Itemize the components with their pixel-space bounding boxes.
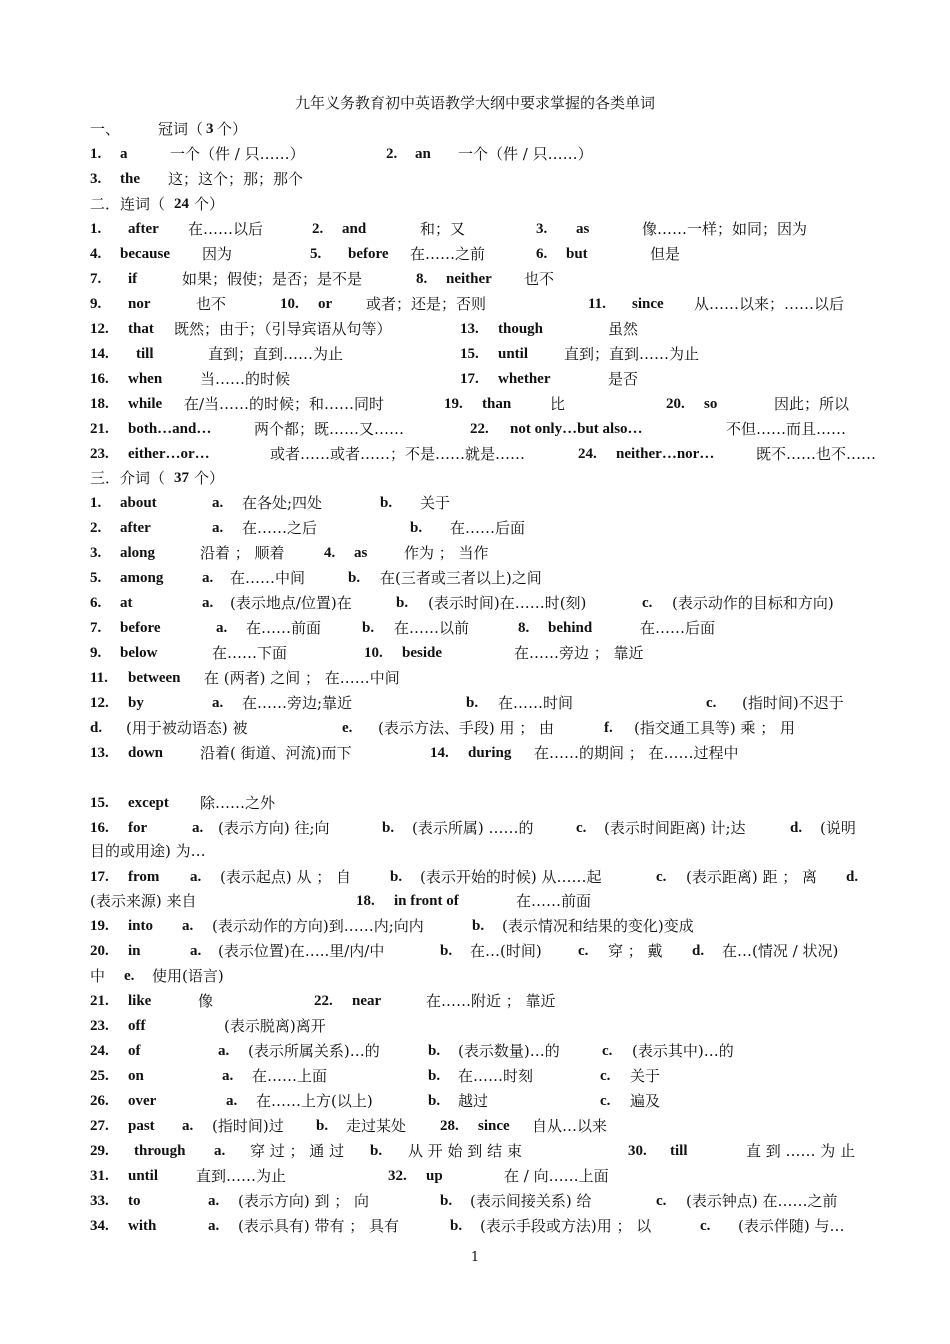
term-text: c. xyxy=(642,595,653,611)
term-text: c. xyxy=(656,1193,667,1209)
term-text: 21. xyxy=(90,993,109,1009)
definition-text: 在……附近 ； 靠近 xyxy=(426,992,556,1010)
term-text: than xyxy=(482,396,512,412)
definition-text: 也不 xyxy=(524,270,555,288)
term-text: for xyxy=(128,820,148,836)
definition-text: 在……时间 xyxy=(498,694,574,712)
term-text: in xyxy=(128,943,141,959)
definition-text: 在……后面 xyxy=(640,619,716,637)
term-text: 19. xyxy=(444,396,463,412)
definition-text: (表示脱离)离开 xyxy=(224,1017,326,1035)
term-text: a. xyxy=(182,1118,194,1134)
definition-text: 沿着( 街道、河流)而下 xyxy=(200,744,352,762)
definition-text: 作为 ； 当作 xyxy=(404,544,489,562)
term-text: as xyxy=(354,545,368,561)
definition-text: 冠词（ xyxy=(158,120,204,138)
term-text: 16. xyxy=(90,371,109,387)
term-text: 24. xyxy=(90,1043,109,1059)
term-text: before xyxy=(348,246,389,262)
definition-text: 当……的时候 xyxy=(200,370,291,388)
term-text: behind xyxy=(548,620,593,636)
definition-text: 在……时刻 xyxy=(458,1067,534,1085)
term-text: 6. xyxy=(90,595,102,611)
definition-text: (表示情况和结果的变化)变成 xyxy=(502,917,694,935)
term-text: as xyxy=(576,221,590,237)
term-text: since xyxy=(632,296,664,312)
definition-text: 一个（件 / 只……） xyxy=(170,145,305,163)
term-text: 3. xyxy=(90,545,102,561)
term-text: 3. xyxy=(536,221,548,237)
term-text: 7. xyxy=(90,620,102,636)
definition-text: 三．介词（ xyxy=(90,469,166,487)
term-text: a. xyxy=(190,943,202,959)
definition-text: 像 xyxy=(198,992,214,1010)
definition-text: 在……上方(以上) xyxy=(256,1092,373,1110)
term-text: 16. xyxy=(90,820,109,836)
definition-text: 不但……而且…… xyxy=(726,420,847,438)
definition-text: (说明 xyxy=(820,819,856,837)
term-text: 13. xyxy=(90,745,109,761)
term-text: 9. xyxy=(90,296,102,312)
definition-text: 也不 xyxy=(196,295,227,313)
term-text: 30. xyxy=(628,1143,647,1159)
term-text: 24. xyxy=(578,446,597,462)
term-text: 2. xyxy=(90,520,102,536)
definition-text: 在……前面 xyxy=(246,619,322,637)
definition-text: 在……后面 xyxy=(450,519,526,537)
definition-text: (用于被动语态) 被 xyxy=(126,719,248,737)
term-text: before xyxy=(120,620,161,636)
definition-text: 是否 xyxy=(608,370,639,388)
term-text: a. xyxy=(212,520,224,536)
term-text: e. xyxy=(342,720,353,736)
term-text: to xyxy=(128,1193,141,1209)
definition-text: (表示来源) 来自 xyxy=(90,892,197,910)
term-text: b. xyxy=(428,1043,441,1059)
term-text: c. xyxy=(602,1043,613,1059)
term-text: whether xyxy=(498,371,551,387)
definition-text: (表示所属关系)…的 xyxy=(248,1042,380,1060)
term-text: c. xyxy=(600,1093,611,1109)
page-title: 九年义务教育初中英语教学大纲中要求掌握的各类单词 xyxy=(294,94,655,112)
term-text: 22. xyxy=(470,421,489,437)
definition-text: (表示时间)在……时(刻) xyxy=(428,594,587,612)
definition-text: 越过 xyxy=(458,1092,489,1110)
definition-text: 和；又 xyxy=(420,220,466,238)
definition-text: (表示方向) 到 ； 向 xyxy=(238,1192,370,1210)
term-text: 24 xyxy=(174,196,189,212)
term-text: 29. xyxy=(90,1143,109,1159)
term-text: till xyxy=(136,346,154,362)
term-text: 14. xyxy=(430,745,449,761)
term-text: a. xyxy=(218,1043,230,1059)
definition-text: 或者……或者……；不是……就是…… xyxy=(270,445,526,463)
term-text: so xyxy=(704,396,718,412)
definition-text: 个） xyxy=(194,469,225,487)
term-text: b. xyxy=(428,1093,441,1109)
term-text: during xyxy=(468,745,512,761)
term-text: a. xyxy=(208,1193,220,1209)
term-text: beside xyxy=(402,645,443,661)
definition-text: 既不……也不…… xyxy=(756,445,877,463)
definition-text: (指时间)过 xyxy=(212,1117,284,1135)
term-text: 10. xyxy=(280,296,299,312)
term-text: 17. xyxy=(460,371,479,387)
definition-text: 在……以前 xyxy=(394,619,470,637)
term-text: b. xyxy=(450,1218,463,1234)
term-text: 14. xyxy=(90,346,109,362)
term-text: up xyxy=(426,1168,443,1184)
definition-text: 直到；直到……为止 xyxy=(564,345,700,363)
term-text: b. xyxy=(382,820,395,836)
term-text: b. xyxy=(472,918,485,934)
term-text: neither xyxy=(446,271,492,287)
term-text: and xyxy=(342,221,367,237)
term-text: b. xyxy=(316,1118,329,1134)
term-text: or xyxy=(318,296,333,312)
term-text: 23. xyxy=(90,446,109,462)
definition-text: 个） xyxy=(217,120,248,138)
definition-text: (表示方法、手段) 用 ； 由 xyxy=(378,719,555,737)
term-text: because xyxy=(120,246,170,262)
term-text: until xyxy=(498,346,529,362)
term-text: near xyxy=(352,993,382,1009)
term-text: b. xyxy=(370,1143,383,1159)
term-text: till xyxy=(670,1143,688,1159)
definition-text: 虽然 xyxy=(608,320,639,338)
definition-text: 穿 ； 戴 xyxy=(608,942,663,960)
term-text: a. xyxy=(208,1218,220,1234)
definition-text: 因此；所以 xyxy=(774,395,850,413)
definition-text: (指交通工具等) 乘 ； 用 xyxy=(634,719,796,737)
definition-text: (表示间接关系) 给 xyxy=(470,1192,592,1210)
page-number: 1 xyxy=(470,1250,480,1265)
term-text: a. xyxy=(182,918,194,934)
term-text: d. xyxy=(90,720,103,736)
definition-text: 在……上面 xyxy=(252,1067,328,1085)
term-text: between xyxy=(128,670,181,686)
definition-text: 除……之外 xyxy=(200,794,276,812)
definition-text: 在……之前 xyxy=(410,245,486,263)
definition-text: 在(三者或三者以上)之间 xyxy=(380,569,542,587)
definition-text: (表示动作的方向)到……内;向内 xyxy=(212,917,424,935)
term-text: an xyxy=(415,146,431,162)
term-text: a. xyxy=(202,570,214,586)
term-text: 26. xyxy=(90,1093,109,1109)
term-text: 4. xyxy=(324,545,336,561)
term-text: like xyxy=(128,993,152,1009)
term-text: 4. xyxy=(90,246,102,262)
term-text: 15. xyxy=(90,795,109,811)
term-text: with xyxy=(128,1218,157,1234)
definition-text: 在/当……的时候；和……同时 xyxy=(184,395,385,413)
term-text: on xyxy=(128,1068,144,1084)
definition-text: 目的或用途) 为… xyxy=(90,842,206,860)
definition-text: (表示地点/位置)在 xyxy=(230,594,352,612)
term-text: not only…but also… xyxy=(510,421,643,437)
term-text: since xyxy=(478,1118,510,1134)
definition-text: 在各处;四处 xyxy=(242,494,323,512)
term-text: but xyxy=(566,246,588,262)
term-text: 28. xyxy=(440,1118,459,1134)
term-text: a. xyxy=(190,869,202,885)
term-text: of xyxy=(128,1043,141,1059)
definition-text: (表示动作的目标和方向) xyxy=(672,594,834,612)
term-text: 32. xyxy=(388,1168,407,1184)
definition-text: (表示所属) ……的 xyxy=(412,819,534,837)
term-text: 11. xyxy=(588,296,606,312)
term-text: b. xyxy=(362,620,375,636)
definition-text: (表示手段或方法)用 ； 以 xyxy=(480,1217,652,1235)
term-text: 12. xyxy=(90,321,109,337)
term-text: 12. xyxy=(90,695,109,711)
term-text: from xyxy=(128,869,160,885)
definition-text: 个） xyxy=(194,195,225,213)
term-text: by xyxy=(128,695,144,711)
term-text: over xyxy=(128,1093,157,1109)
definition-text: (表示具有) 带有 ； 具有 xyxy=(238,1217,400,1235)
term-text: 11. xyxy=(90,670,108,686)
definition-text: 沿着 ； 顺着 xyxy=(200,544,285,562)
term-text: though xyxy=(498,321,544,337)
term-text: 33. xyxy=(90,1193,109,1209)
term-text: 27. xyxy=(90,1118,109,1134)
definition-text: (表示数量)…的 xyxy=(458,1042,560,1060)
term-text: 5. xyxy=(310,246,322,262)
term-text: 1. xyxy=(90,146,102,162)
definition-text: 比 xyxy=(550,395,566,413)
definition-text: 直到……为止 xyxy=(196,1167,287,1185)
term-text: 2. xyxy=(386,146,398,162)
definition-text: 关于 xyxy=(630,1067,661,1085)
term-text: 8. xyxy=(518,620,530,636)
definition-text: 关于 xyxy=(420,494,451,512)
term-text: 8. xyxy=(416,271,428,287)
definition-text: (表示方向) 往;向 xyxy=(218,819,330,837)
definition-text: 在……下面 xyxy=(212,644,288,662)
term-text: below xyxy=(120,645,158,661)
term-text: d. xyxy=(790,820,803,836)
definition-text: 既然；由于；（引导宾语从句等） xyxy=(174,320,392,338)
definition-text: 一个（件 / 只……） xyxy=(458,145,593,163)
definition-text: 走过某处 xyxy=(346,1117,407,1135)
term-text: 9. xyxy=(90,645,102,661)
term-text: along xyxy=(120,545,156,561)
term-text: e. xyxy=(124,968,135,984)
term-text: a. xyxy=(222,1068,234,1084)
definition-text: 直 到 …… 为 止 xyxy=(746,1142,856,1160)
term-text: b. xyxy=(466,695,479,711)
definition-text: 在……的期间 ； 在……过程中 xyxy=(534,744,739,762)
term-text: c. xyxy=(600,1068,611,1084)
definition-text: (表示钟点) 在……之前 xyxy=(686,1192,838,1210)
definition-text: (表示起点) 从 ； 自 xyxy=(220,868,352,886)
term-text: a. xyxy=(212,495,224,511)
term-text: if xyxy=(128,271,138,287)
definition-text: 自从…以来 xyxy=(532,1117,608,1135)
definition-text: 直到；直到……为止 xyxy=(208,345,344,363)
definition-text: 这；这个；那；那个 xyxy=(168,170,304,188)
term-text: 17. xyxy=(90,869,109,885)
term-text: 18. xyxy=(356,893,375,909)
term-text: c. xyxy=(700,1218,711,1234)
term-text: 31. xyxy=(90,1168,109,1184)
definition-text: 两个都；既……又…… xyxy=(254,420,405,438)
term-text: 7. xyxy=(90,271,102,287)
term-text: b. xyxy=(348,570,361,586)
definition-text: (表示伴随) 与… xyxy=(738,1217,845,1235)
definition-text: 在…(时间) xyxy=(470,942,542,960)
term-text: 3 xyxy=(206,121,214,137)
term-text: 20. xyxy=(90,943,109,959)
term-text: b. xyxy=(440,1193,453,1209)
term-text: a. xyxy=(212,695,224,711)
term-text: nor xyxy=(128,296,151,312)
term-text: d. xyxy=(846,869,859,885)
definition-text: (表示位置)在…..里/内/中 xyxy=(218,942,385,960)
term-text: either…or… xyxy=(128,446,210,462)
term-text: f. xyxy=(604,720,613,736)
definition-text: 像……一样；如同；因为 xyxy=(642,220,808,238)
term-text: after xyxy=(128,221,159,237)
term-text: c. xyxy=(578,943,589,959)
term-text: b. xyxy=(390,869,403,885)
term-text: except xyxy=(128,795,169,811)
definition-text: (指时间)不迟于 xyxy=(742,694,844,712)
definition-text: 穿 过 ； 通 过 xyxy=(250,1142,345,1160)
term-text: b. xyxy=(410,520,423,536)
term-text: while xyxy=(128,396,163,412)
definition-text: 从 开 始 到 结 束 xyxy=(408,1142,522,1160)
term-text: that xyxy=(128,321,154,337)
definition-text: 在 / 向……上面 xyxy=(504,1167,609,1185)
definition-text: 在……以后 xyxy=(188,220,264,238)
term-text: c. xyxy=(656,869,667,885)
definition-text: 在 (两者) 之间 ； 在……中间 xyxy=(204,669,400,687)
term-text: both…and… xyxy=(128,421,212,437)
term-text: past xyxy=(128,1118,155,1134)
term-text: b. xyxy=(428,1068,441,1084)
term-text: c. xyxy=(576,820,587,836)
term-text: b. xyxy=(380,495,393,511)
term-text: a. xyxy=(202,595,214,611)
definition-text: 在……前面 xyxy=(516,892,592,910)
term-text: a. xyxy=(192,820,204,836)
term-text: b. xyxy=(440,943,453,959)
term-text: c. xyxy=(706,695,717,711)
term-text: 2. xyxy=(312,221,324,237)
definition-text: 在……旁边 ； 靠近 xyxy=(514,644,644,662)
term-text: among xyxy=(120,570,164,586)
definition-text: 从……以来；……以后 xyxy=(694,295,845,313)
term-text: a xyxy=(120,146,128,162)
term-text: 34. xyxy=(90,1218,109,1234)
definition-text: 如果；假使；是否；是不是 xyxy=(182,270,363,288)
term-text: 37 xyxy=(174,470,189,486)
term-text: a. xyxy=(214,1143,226,1159)
definition-text: (表示距离) 距 ； 离 xyxy=(686,868,818,886)
definition-text: 使用(语言) xyxy=(152,967,224,985)
term-text: 13. xyxy=(460,321,479,337)
term-text: about xyxy=(120,495,157,511)
term-text: 19. xyxy=(90,918,109,934)
term-text: 10. xyxy=(364,645,383,661)
term-text: a. xyxy=(216,620,228,636)
term-text: when xyxy=(128,371,163,387)
term-text: through xyxy=(134,1143,186,1159)
term-text: into xyxy=(128,918,154,934)
term-text: 3. xyxy=(90,171,102,187)
term-text: in front of xyxy=(394,893,459,909)
term-text: 25. xyxy=(90,1068,109,1084)
term-text: the xyxy=(120,171,140,187)
definition-text: 或者；还是；否则 xyxy=(366,295,487,313)
term-text: 1. xyxy=(90,495,102,511)
definition-text: (表示开始的时候) 从……起 xyxy=(420,868,602,886)
definition-text: 在……之后 xyxy=(242,519,318,537)
term-text: 18. xyxy=(90,396,109,412)
term-text: after xyxy=(120,520,151,536)
definition-text: 一、 xyxy=(90,120,121,138)
definition-text: 中 xyxy=(90,967,106,985)
definition-text: (表示时间距离) 计;达 xyxy=(604,819,746,837)
definition-text: (表示其中)…的 xyxy=(632,1042,734,1060)
term-text: neither…nor… xyxy=(616,446,715,462)
term-text: d. xyxy=(692,943,705,959)
definition-text: 遍及 xyxy=(630,1092,661,1110)
term-text: 1. xyxy=(90,221,102,237)
term-text: 5. xyxy=(90,570,102,586)
definition-text: 二．连词（ xyxy=(90,195,166,213)
term-text: at xyxy=(120,595,133,611)
definition-text: 但是 xyxy=(650,245,681,263)
term-text: b. xyxy=(396,595,409,611)
term-text: 23. xyxy=(90,1018,109,1034)
definition-text: 在…(情况 / 状况) xyxy=(722,942,839,960)
term-text: down xyxy=(128,745,164,761)
definition-text: 在……中间 xyxy=(230,569,306,587)
term-text: off xyxy=(128,1018,146,1034)
term-text: 20. xyxy=(666,396,685,412)
definition-text: 因为 xyxy=(202,245,233,263)
term-text: 21. xyxy=(90,421,109,437)
term-text: 15. xyxy=(460,346,479,362)
term-text: 6. xyxy=(536,246,548,262)
term-text: until xyxy=(128,1168,159,1184)
term-text: 22. xyxy=(314,993,333,1009)
term-text: a. xyxy=(226,1093,238,1109)
definition-text: 在……旁边;靠近 xyxy=(242,694,353,712)
